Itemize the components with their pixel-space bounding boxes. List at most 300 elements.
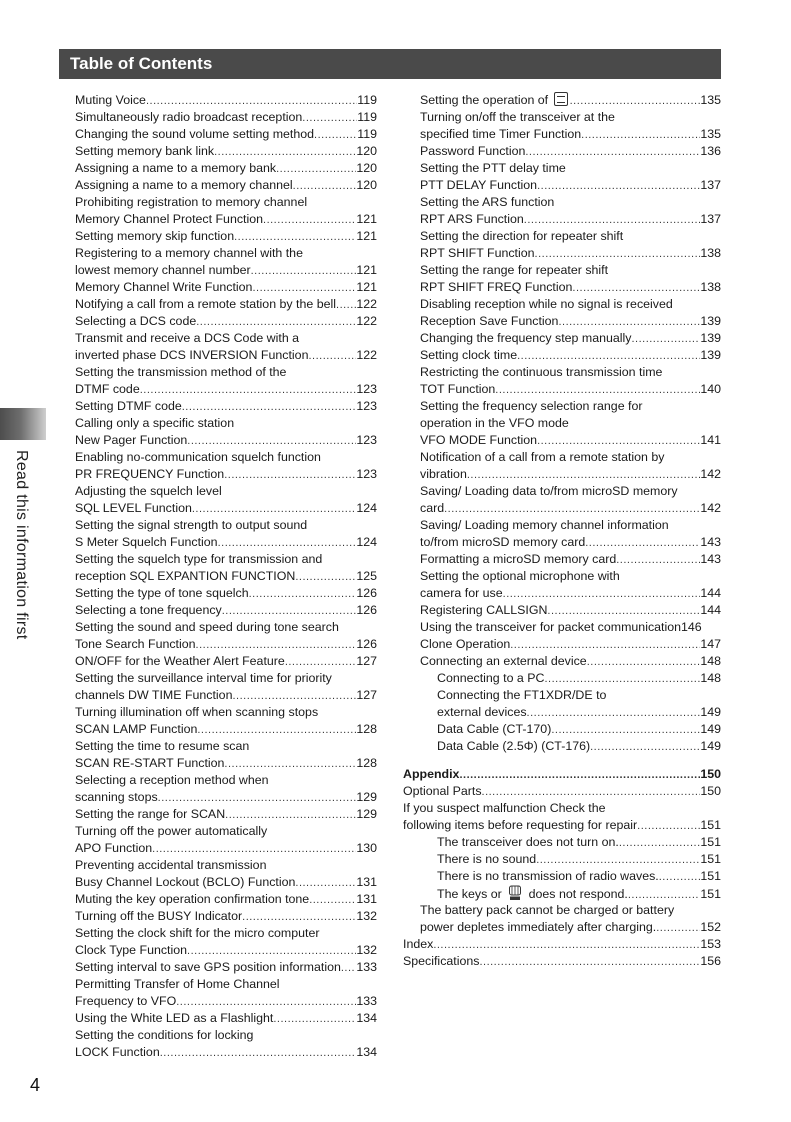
toc-entry[interactable] [403,432,721,449]
toc-entry[interactable] [75,1044,377,1061]
toc-entry-page: 124 [356,535,377,549]
toc-entry-title: Setting the PTT delay time [420,161,566,175]
toc-entry[interactable] [75,126,377,143]
toc-entry[interactable] [403,721,721,738]
toc-entry[interactable] [75,925,377,942]
dot-leader [224,467,356,484]
dot-leader [314,127,357,144]
toc-entry-title: If you suspect malfunction Check the [403,801,606,815]
toc-entry-title: New Pager Function [75,433,188,447]
toc-entry-title: Transmit and receive a DCS Code with a [75,331,300,345]
toc-entry-title: There is no transmission of radio waves. [437,869,659,883]
toc-entry[interactable] [75,738,377,755]
toc-entry-title: scanning stops [75,790,158,804]
toc-entry[interactable] [75,415,377,432]
toc-entry-title: camera for use [420,586,503,600]
toc-entry[interactable] [403,619,721,636]
toc-entry-title: The battery pack cannot be charged or battery [420,903,675,917]
toc-entry-title: Registering to a memory channel with the [75,246,303,260]
dot-leader [273,1011,356,1028]
toc-entry-page: 121 [356,212,377,226]
toc-entry[interactable] [75,755,377,772]
toc-entry[interactable] [75,908,377,925]
dot-leader [336,297,356,314]
toc-entry[interactable] [403,834,721,851]
toc-entry[interactable] [403,262,721,279]
toc-entry-title: Changing the sound volume setting method [75,127,315,141]
toc-entry[interactable] [75,534,377,551]
toc-entry-page: 144 [700,603,721,617]
toc-entry-title: Setting the time to resume scan [75,739,250,753]
toc-right-column [403,92,721,970]
dot-leader [295,875,356,892]
dot-leader [232,688,356,705]
toc-entry-title: Frequency to VFO [75,994,177,1008]
toc-entry-page: 138 [700,280,721,294]
dot-leader [242,909,356,926]
toc-entry-title: Appendix [403,767,460,781]
toc-entry-page: 151 [700,869,721,883]
toc-entry-title: Formatting a microSD memory card [420,552,617,566]
toc-entry-page: 137 [700,212,721,226]
toc-entry-page: 127 [356,688,377,702]
toc-entry-title: Connecting to a PC [437,671,545,685]
toc-entry-title: Setting memory bank link [75,144,215,158]
toc-entry[interactable] [403,466,721,483]
toc-entry[interactable] [75,636,377,653]
toc-title: Table of Contents [70,54,213,73]
toc-entry-title: Using the White LED as a Flashlight [75,1011,274,1025]
toc-entry-title: specified time Timer Function [420,127,582,141]
toc-entry[interactable] [75,483,377,500]
toc-entry[interactable] [403,704,721,721]
toc-entry[interactable] [403,868,721,885]
toc-entry[interactable] [403,568,721,585]
toc-entry[interactable] [403,211,721,228]
toc-entry[interactable] [403,143,721,160]
toc-entry-page: 151 [700,887,721,901]
toc-entry[interactable] [75,993,377,1010]
dot-leader [544,671,700,688]
toc-entry-title: Connecting the FT1XDR/DE to [437,688,607,702]
toc-entry-page: 138 [700,246,721,260]
toc-entry[interactable] [403,364,721,381]
toc-entry-page: 151 [700,835,721,849]
toc-entry-title: Muting Voice [75,93,146,107]
toc-entry[interactable] [403,919,721,936]
dot-leader [558,314,700,331]
toc-entry-title: Setting clock time [420,348,518,362]
toc-entry[interactable] [75,772,377,789]
toc-entry[interactable] [403,636,721,653]
dot-leader [495,382,700,399]
toc-entry[interactable] [403,800,721,817]
dot-leader [547,603,700,620]
toc-entry-title: Setting the surveillance interval time for priority [75,671,332,685]
toc-entry-title: Setting memory skip function [75,229,235,243]
toc-entry-page: 128 [356,756,377,770]
toc-entry-page: 126 [356,603,377,617]
dot-leader [187,943,356,960]
toc-entry-title: Selecting a tone frequency [75,603,222,617]
toc-entry[interactable] [403,92,721,109]
toc-entry-page: 142 [700,467,721,481]
toc-entry[interactable] [75,279,377,296]
toc-entry-page: 144 [700,586,721,600]
toc-entry-title: Turning off the power automatically [75,824,268,838]
dot-leader [276,161,356,178]
toc-entry-title: inverted phase DCS INVERSION Function [75,348,309,362]
toc-entry-title: Setting the operation of [420,92,570,109]
toc-entry-page: 121 [356,280,377,294]
dot-leader [433,937,700,954]
toc-entry[interactable] [403,687,721,704]
toc-entry[interactable] [75,313,377,330]
dot-leader [182,399,357,416]
toc-entry-page: 143 [700,535,721,549]
toc-entry[interactable] [403,670,721,687]
toc-entry[interactable] [75,449,377,466]
toc-entry-title: Setting the range for repeater shift [420,263,609,277]
toc-entry-page: 121 [356,229,377,243]
toc-entry[interactable] [403,817,721,834]
toc-entry[interactable] [75,347,377,364]
toc-entry[interactable] [403,245,721,262]
toc-entry-title: Setting the frequency selection range for [420,399,643,413]
toc-entry[interactable] [75,211,377,228]
toc-entry-page: 143 [700,552,721,566]
dot-leader [224,756,356,773]
toc-entry[interactable] [75,228,377,245]
dot-leader [656,920,700,937]
toc-entry[interactable] [75,364,377,381]
toc-entry-page: 135 [700,127,721,141]
toc-entry-page: 126 [356,586,377,600]
toc-entry-page: 123 [356,399,377,413]
toc-entry-title: Data Cable (CT-170) [437,722,552,736]
toc-entry-page: 129 [356,807,377,821]
toc-entry[interactable] [75,568,377,585]
dot-leader [587,654,701,671]
toc-entry[interactable] [403,160,721,177]
dot-leader [637,818,700,835]
toc-entry[interactable] [403,585,721,602]
dot-leader [537,178,700,195]
toc-entry[interactable] [75,109,377,126]
toc-entry[interactable] [403,902,721,919]
dot-leader [196,637,357,654]
toc-entry[interactable] [403,936,721,953]
toc-entry-title: Setting interval to save GPS position information [75,960,341,974]
toc-entry-title: Tone Search Function [75,637,196,651]
toc-entry[interactable] [403,228,721,245]
dot-leader [503,586,701,603]
toc-entry[interactable] [403,415,721,432]
toc-entry[interactable] [403,483,721,500]
toc-entry-page: 153 [700,937,721,951]
toc-entry[interactable] [75,874,377,891]
toc-entry[interactable] [75,653,377,670]
dot-leader [551,722,700,739]
toc-entry[interactable] [75,398,377,415]
dot-leader [146,93,357,110]
toc-entry[interactable] [75,262,377,279]
toc-entry[interactable] [403,602,721,619]
toc-entry[interactable] [403,500,721,517]
toc-entry-page: 149 [700,722,721,736]
toc-entry-title: DTMF code [75,382,140,396]
dot-leader [140,382,357,399]
toc-entry-title: Setting the type of tone squelch [75,586,249,600]
toc-entry-page: 123 [356,382,377,396]
dot-leader [585,535,700,552]
toc-entry[interactable] [75,194,377,211]
toc-entry-title: Setting the sound and speed during tone search [75,620,339,634]
toc-entry-title: Setting the ARS function [420,195,555,209]
toc-entry[interactable] [403,279,721,296]
dot-leader [527,705,701,722]
toc-entry-page: 125 [356,569,377,583]
dot-leader [616,552,700,569]
toc-entry-title: Setting the transmission method of the [75,365,287,379]
toc-entry[interactable] [75,1027,377,1044]
toc-entry-page: 122 [356,314,377,328]
toc-entry-title: Saving/ Loading memory channel information [420,518,669,532]
dot-leader [249,586,357,603]
toc-entry[interactable] [403,313,721,330]
toc-entry[interactable] [403,381,721,398]
dot-leader [192,501,356,518]
dot-leader [160,1045,357,1062]
toc-entry-title: power depletes immediately after charging. [420,920,657,934]
toc-entry[interactable] [75,959,377,976]
toc-entry[interactable] [75,619,377,636]
toc-entry-title: channels DW TIME Function [75,688,233,702]
toc-entry-page: 139 [700,348,721,362]
toc-entry[interactable] [75,806,377,823]
toc-entry-title: Setting the clock shift for the micro computer [75,926,320,940]
toc-entry-page: 121 [356,263,377,277]
dot-leader [537,433,700,450]
toc-entry-title: Registering CALLSIGN [420,603,548,617]
toc-entry-title: Setting the conditions for locking [75,1028,254,1042]
toc-entry-title: There is no sound [437,852,537,866]
toc-entry-title: Prohibiting registration to memory channel [75,195,308,209]
dot-leader [214,144,356,161]
toc-entry[interactable] [403,534,721,551]
toc-entry[interactable] [75,551,377,568]
toc-entry-page: 129 [356,790,377,804]
toc-entry-title: Muting the key operation confirmation tone [75,892,310,906]
toc-entry[interactable] [75,670,377,687]
toc-entry[interactable] [403,449,721,466]
toc-entry-title: Setting the signal strength to output sound [75,518,308,532]
dot-leader [218,535,357,552]
toc-entry-title: Busy Channel Lockout (BCLO) Function [75,875,296,889]
toc-entry[interactable] [75,500,377,517]
toc-entry[interactable] [403,766,721,783]
toc-entry-page: 151 [700,818,721,832]
toc-entry-title: Data Cable (2.5Φ) (CT-176) [437,739,591,753]
toc-entry[interactable] [75,891,377,908]
toc-entry[interactable] [403,851,721,868]
toc-entry-page: 119 [357,93,377,107]
dot-leader [293,178,357,195]
toc-entry-page: 120 [356,144,377,158]
toc-entry-page: 152 [700,920,721,934]
dot-leader [196,314,356,331]
toc-entry[interactable] [75,585,377,602]
toc-entry[interactable] [403,653,721,670]
dot-leader [570,93,701,110]
toc-entry[interactable] [75,857,377,874]
dot-leader [234,229,356,246]
toc-entry-title: Clock Type Function [75,943,188,957]
toc-entry[interactable] [75,704,377,721]
dot-leader [263,212,356,229]
toc-entry-title: ON/OFF for the Weather Alert Feature [75,654,285,668]
toc-entry[interactable] [75,976,377,993]
toc-entry-title: SCAN LAMP Function [75,722,198,736]
dot-leader [302,110,357,127]
toc-entry[interactable] [403,885,721,902]
toc-entry-page: 126 [356,637,377,651]
toc-entry-page: 137 [700,178,721,192]
toc-left-column [75,92,377,1061]
toc-entry-title: Using the transceiver for packet communication [420,620,682,634]
toc-entry-page: 128 [356,722,377,736]
toc-entry-title: SCAN RE-START Function [75,756,225,770]
toc-entry[interactable] [75,432,377,449]
toc-entry-title: Connecting an external device [420,654,587,668]
toc-entry-title: Optional Parts [403,784,482,798]
toc-entry[interactable] [75,721,377,738]
toc-entry[interactable] [403,347,721,364]
toc-entry[interactable] [75,381,377,398]
toc-entry[interactable] [75,517,377,534]
dot-leader [251,263,357,280]
dot-leader [535,246,701,263]
toc-entry-title: Enabling no-communication squelch function [75,450,321,464]
toc-entry[interactable] [403,296,721,313]
dot-leader [510,637,700,654]
toc-entry-page: 149 [700,705,721,719]
toc-entry[interactable] [75,823,377,840]
toc-entry[interactable] [403,551,721,568]
dot-leader [517,348,700,365]
toc-entry[interactable] [403,783,721,800]
toc-entry[interactable] [75,687,377,704]
dot-leader [482,784,701,801]
toc-entry[interactable] [75,143,377,160]
toc-entry-page: 150 [700,767,721,781]
toc-entry[interactable] [403,738,721,755]
toc-entry-title: Saving/ Loading data to/from microSD memory [420,484,678,498]
toc-entry[interactable] [75,942,377,959]
section-side-label: Read this information first [13,450,30,640]
toc-entry-title: RPT SHIFT FREQ Function [420,280,573,294]
toc-entry-page: 149 [700,739,721,753]
toc-entry-title: APO Function [75,841,153,855]
monitor-key-icon [554,92,568,106]
toc-entry[interactable] [75,330,377,347]
toc-entry[interactable] [75,789,377,806]
toc-entry-title: Turning off the BUSY Indicator [75,909,243,923]
toc-entry[interactable] [75,466,377,483]
dot-leader [252,280,356,297]
toc-entry[interactable] [75,840,377,857]
toc-entry-title: Selecting a reception method when [75,773,269,787]
dot-leader [225,807,356,824]
toc-entry[interactable] [75,602,377,619]
toc-entry-page: 127 [356,654,377,668]
dot-leader [444,501,700,518]
toc-entry[interactable] [75,1010,377,1027]
dial-knob-icon [507,885,523,901]
toc-entry[interactable] [75,296,377,313]
toc-entry[interactable] [75,245,377,262]
dot-leader [222,603,357,620]
toc-entry-page: 133 [356,994,377,1008]
dot-leader [285,654,357,671]
toc-entry[interactable] [403,398,721,415]
toc-entry-page: 156 [700,954,721,968]
page-number: 4 [30,1075,41,1095]
toc-entry[interactable] [403,194,721,211]
dot-leader [176,994,356,1011]
toc-entry-title: TOT Function [420,382,496,396]
toc-entry[interactable] [403,177,721,194]
toc-entry-title: VFO MODE Function [420,433,538,447]
dot-leader [459,767,700,784]
dot-leader [525,144,700,161]
toc-entry-title: Assigning a name to a memory channel [75,178,293,192]
dot-leader [659,869,701,886]
dot-leader [536,852,700,869]
toc-entry-title: Turning illumination off when scanning stops [75,705,319,719]
toc-entry-page: 123 [356,433,377,447]
toc-entry[interactable] [403,330,721,347]
toc-entry[interactable] [75,177,377,194]
toc-entry-title: LOCK Function [75,1045,160,1059]
dot-leader [572,280,700,297]
toc-entry-page: 140 [700,382,721,396]
toc-entry-page: 122 [356,297,377,311]
toc-entry-title: S Meter Squelch Function [75,535,218,549]
toc-entry[interactable] [75,160,377,177]
toc-entry-title: Specifications [403,954,480,968]
dot-leader [590,739,700,756]
toc-entry-title: RPT SHIFT Function [420,246,535,260]
toc-entry-page: 133 [356,960,377,974]
toc-entry[interactable] [403,109,721,126]
toc-entry-title: Setting the optional microphone with [420,569,620,583]
toc-entry-page: 122 [356,348,377,362]
toc-entry-page: 135 [700,93,721,107]
toc-entry-page: 132 [356,943,377,957]
toc-entry[interactable] [75,92,377,109]
toc-entry-title: Selecting a DCS code [75,314,197,328]
toc-entry-page: 139 [700,314,721,328]
toc-entry-page: 148 [700,654,721,668]
toc-entry[interactable] [403,517,721,534]
toc-entry[interactable] [403,126,721,143]
dot-leader [581,127,700,144]
dot-leader [467,467,700,484]
toc-entry-title: Calling only a specific station [75,416,235,430]
toc-entry-title: Simultaneously radio broadcast reception [75,110,303,124]
toc-entry[interactable] [403,953,721,970]
